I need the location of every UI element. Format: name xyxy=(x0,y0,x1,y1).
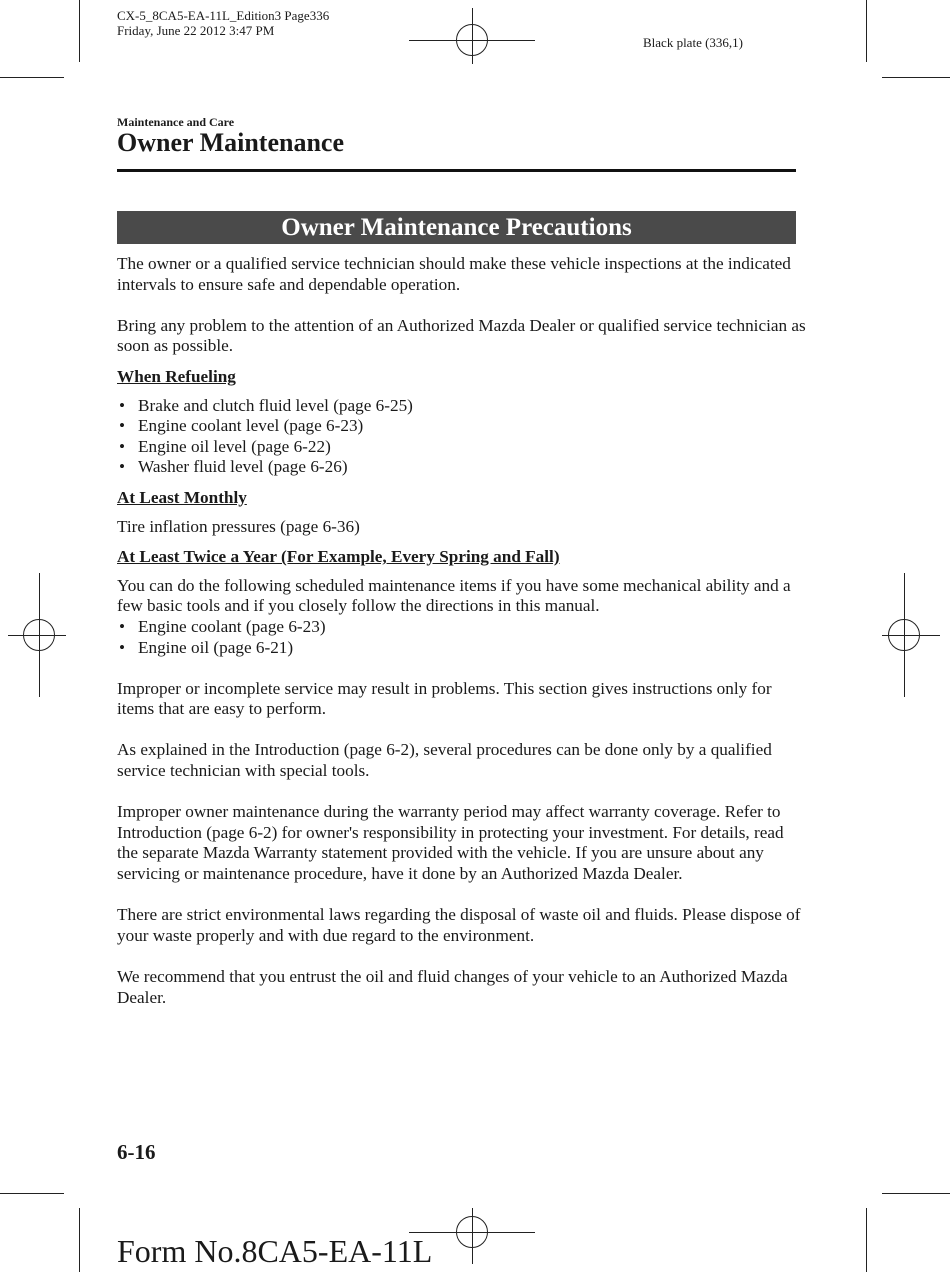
list-item: • Engine oil (page 6-21) xyxy=(117,638,807,659)
special-tools-paragraph: As explained in the Introduction (page 6-2), several procedures can be done only by a qualified service technician with special tools. xyxy=(117,740,772,781)
page-content xyxy=(117,254,807,1008)
monthly-heading: At Least Monthly xyxy=(117,487,247,507)
monthly-text: Tire inflation pressures (page 6-36) xyxy=(117,516,360,536)
twice-yearly-list xyxy=(117,617,807,658)
twice-yearly-text: You can do the following scheduled maintenance items if you have some mechanical ability and a few basic tools and if you closely follow the directions in this manual. xyxy=(117,575,791,616)
refueling-list xyxy=(117,396,807,478)
page-number: 6-16 xyxy=(117,1140,156,1164)
environment-paragraph: There are strict environmental laws regarding the disposal of waste oil and fluids. Please dispose of your waste properly and with due regard to the environment. xyxy=(117,905,801,945)
plate-label: Black plate (336,1) xyxy=(643,35,743,50)
refueling-heading: When Refueling xyxy=(117,366,236,386)
form-number: Form No.8CA5-EA-11L xyxy=(117,1233,433,1269)
twice-yearly-heading: At Least Twice a Year (For Example, Every Spring and Fall) xyxy=(117,547,560,567)
improper-service-paragraph: Improper or incomplete service may result in problems. This section gives instructions only for items that are easy to perform. xyxy=(117,678,772,719)
section-banner: Owner Maintenance Precautions xyxy=(117,211,796,244)
dealer-paragraph: Bring any problem to the attention of an Authorized Mazda Dealer or qualified service technician as soon as possible. xyxy=(117,315,806,356)
list-item: • Engine coolant (page 6-23) xyxy=(117,617,807,638)
print-slug-date: Friday, June 22 2012 3:47 PM xyxy=(117,23,275,38)
list-item: • Engine coolant level (page 6-23) xyxy=(117,416,807,437)
warranty-paragraph: Improper owner maintenance during the warranty period may affect warranty coverage. Refer to Introduction (page 6-2) for owner's responsibility in protecting your investment. For details, read the separate Mazda Warranty statement provided with the vehicle. If you are unsure about any servicing or maintenance procedure, have it done by an Authorized Mazda Dealer. xyxy=(117,802,784,884)
print-slug-file: CX-5_8CA5-EA-11L_Edition3 Page336 xyxy=(117,8,330,23)
list-item: • Washer fluid level (page 6-26) xyxy=(117,457,807,478)
recommend-paragraph: We recommend that you entrust the oil and fluid changes of your vehicle to an Authorized Mazda Dealer. xyxy=(117,967,788,1007)
list-item: • Brake and clutch fluid level (page 6-25) xyxy=(117,396,807,417)
page-title: Owner Maintenance xyxy=(117,128,344,157)
intro-paragraph: The owner or a qualified service technician should make these vehicle inspections at the indicated intervals to ensure safe and dependable operation. xyxy=(117,254,791,294)
section-label: Maintenance and Care xyxy=(117,115,235,129)
print-slug xyxy=(117,8,329,38)
list-item: • Engine oil level (page 6-22) xyxy=(117,437,807,458)
title-rule xyxy=(117,169,796,172)
